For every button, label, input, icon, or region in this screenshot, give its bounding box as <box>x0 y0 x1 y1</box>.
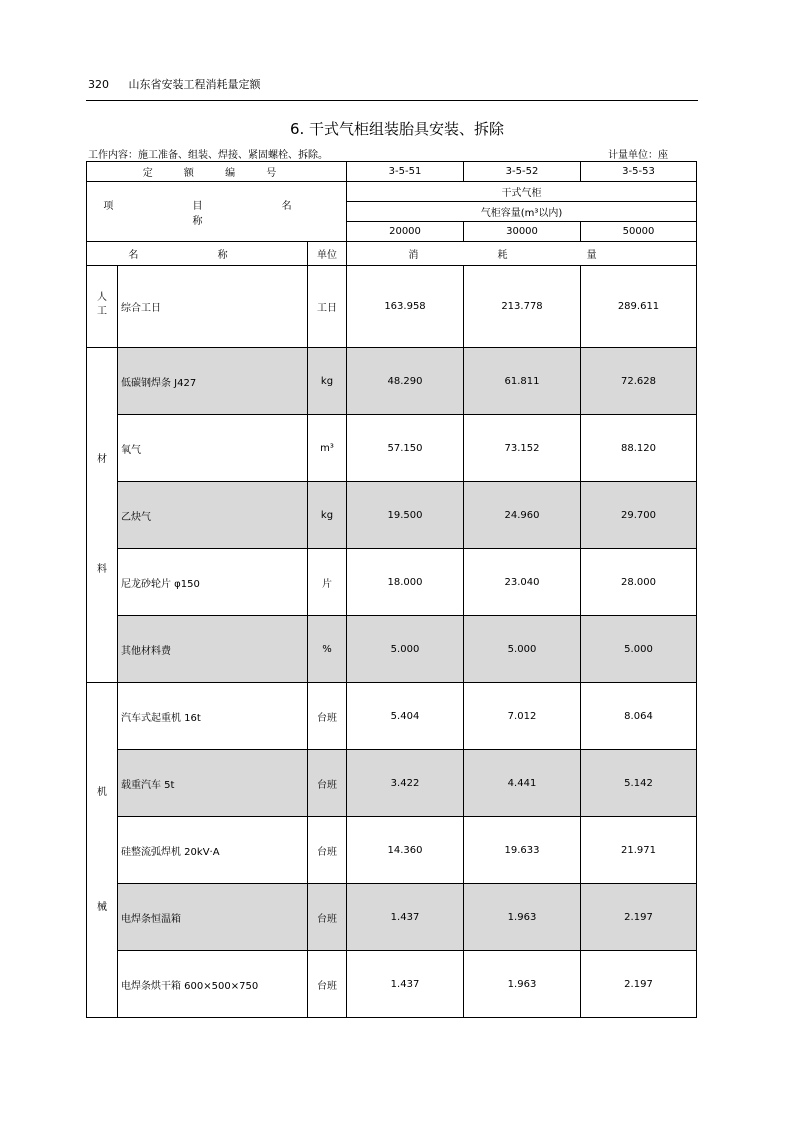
table-row <box>87 683 697 750</box>
row-name: 综合工日 <box>118 266 308 348</box>
row-value: 21.971 <box>581 817 697 884</box>
row-unit: m³ <box>308 415 347 482</box>
page-header <box>88 76 261 92</box>
table-row <box>87 482 697 549</box>
category-machine <box>87 683 118 1018</box>
row-value: 4.441 <box>464 750 581 817</box>
row-value: 18.000 <box>347 549 464 616</box>
row-value: 57.150 <box>347 415 464 482</box>
row-name: 低碳钢焊条 J427 <box>118 348 308 415</box>
row-unit: 台班 <box>308 951 347 1018</box>
row-value: 1.437 <box>347 884 464 951</box>
category-labor: 人工 <box>87 266 118 348</box>
col-consumption-header: 消 耗 量 <box>347 242 697 266</box>
row-value: 5.000 <box>347 616 464 683</box>
capacity-2: 30000 <box>464 222 581 242</box>
row-value: 19.500 <box>347 482 464 549</box>
item-type-row <box>87 182 697 202</box>
category-material <box>87 348 118 683</box>
row-value: 24.960 <box>464 482 581 549</box>
row-unit: 台班 <box>308 683 347 750</box>
row-value: 19.633 <box>464 817 581 884</box>
row-value: 88.120 <box>581 415 697 482</box>
row-value: 73.152 <box>464 415 581 482</box>
row-unit: % <box>308 616 347 683</box>
row-value: 29.700 <box>581 482 697 549</box>
row-unit: 台班 <box>308 884 347 951</box>
row-value: 28.000 <box>581 549 697 616</box>
quota-code-3: 3-5-53 <box>581 162 697 182</box>
table-row <box>87 750 697 817</box>
row-value: 23.040 <box>464 549 581 616</box>
row-name: 尼龙砂轮片 φ150 <box>118 549 308 616</box>
capacity-3: 50000 <box>581 222 697 242</box>
row-value: 213.778 <box>464 266 581 348</box>
row-value: 1.963 <box>464 884 581 951</box>
table-row <box>87 951 697 1018</box>
measure-unit: 计量单位：座 <box>608 150 668 161</box>
row-value: 48.290 <box>347 348 464 415</box>
table-row <box>87 817 697 884</box>
row-value: 14.360 <box>347 817 464 884</box>
row-value: 5.404 <box>347 683 464 750</box>
row-name: 氧气 <box>118 415 308 482</box>
capacity-1: 20000 <box>347 222 464 242</box>
row-value: 72.628 <box>581 348 697 415</box>
section-title: 6. 干式气柜组装胎具安装、拆除 <box>289 120 505 138</box>
row-unit: 片 <box>308 549 347 616</box>
row-name: 乙炔气 <box>118 482 308 549</box>
quota-code-row <box>87 162 697 182</box>
row-value: 289.611 <box>581 266 697 348</box>
column-header-row <box>87 242 697 266</box>
category-material-char1: 材 <box>97 454 107 465</box>
quota-code-2: 3-5-52 <box>464 162 581 182</box>
row-value: 5.142 <box>581 750 697 817</box>
row-value: 2.197 <box>581 884 697 951</box>
capacity-label: 气柜容量(m³以内) <box>347 202 697 222</box>
row-value: 8.064 <box>581 683 697 750</box>
row-value: 1.437 <box>347 951 464 1018</box>
row-unit: 台班 <box>308 817 347 884</box>
col-unit-header: 单位 <box>308 242 347 266</box>
row-value: 2.197 <box>581 951 697 1018</box>
row-unit: 台班 <box>308 750 347 817</box>
category-material-char2: 料 <box>97 564 107 575</box>
row-value: 7.012 <box>464 683 581 750</box>
row-unit: 工日 <box>308 266 347 348</box>
table-row <box>87 884 697 951</box>
work-content: 工作内容：施工准备、组装、焊接、紧固螺栓、拆除。 <box>88 150 328 161</box>
col-name-header: 名 称 <box>87 242 308 266</box>
book-title: 山东省安装工程消耗量定额 <box>128 78 261 91</box>
table-row <box>87 348 697 415</box>
item-name-label: 项 目 名 称 <box>87 182 347 242</box>
table-row <box>87 616 697 683</box>
table-row <box>87 415 697 482</box>
row-unit: kg <box>308 482 347 549</box>
table-row <box>87 266 697 348</box>
page-number: 320 <box>88 78 109 91</box>
row-value: 5.000 <box>464 616 581 683</box>
row-name: 电焊条烘干箱 600×500×750 <box>118 951 308 1018</box>
row-name: 电焊条恒温箱 <box>118 884 308 951</box>
row-name: 载重汽车 5t <box>118 750 308 817</box>
item-type: 干式气柜 <box>347 182 697 202</box>
category-machine-char2: 械 <box>97 901 107 913</box>
row-value: 3.422 <box>347 750 464 817</box>
table-row <box>87 549 697 616</box>
row-value: 61.811 <box>464 348 581 415</box>
category-machine-char1: 机 <box>97 786 107 798</box>
row-unit: kg <box>308 348 347 415</box>
quota-code-1: 3-5-51 <box>347 162 464 182</box>
header-rule <box>86 100 698 101</box>
quota-code-label: 定 额 编 号 <box>87 162 347 182</box>
row-value: 1.963 <box>464 951 581 1018</box>
row-value: 163.958 <box>347 266 464 348</box>
row-name: 硅整流弧焊机 20kV·A <box>118 817 308 884</box>
row-name: 汽车式起重机 16t <box>118 683 308 750</box>
row-value: 5.000 <box>581 616 697 683</box>
quota-table <box>86 161 697 1018</box>
row-name: 其他材料费 <box>118 616 308 683</box>
